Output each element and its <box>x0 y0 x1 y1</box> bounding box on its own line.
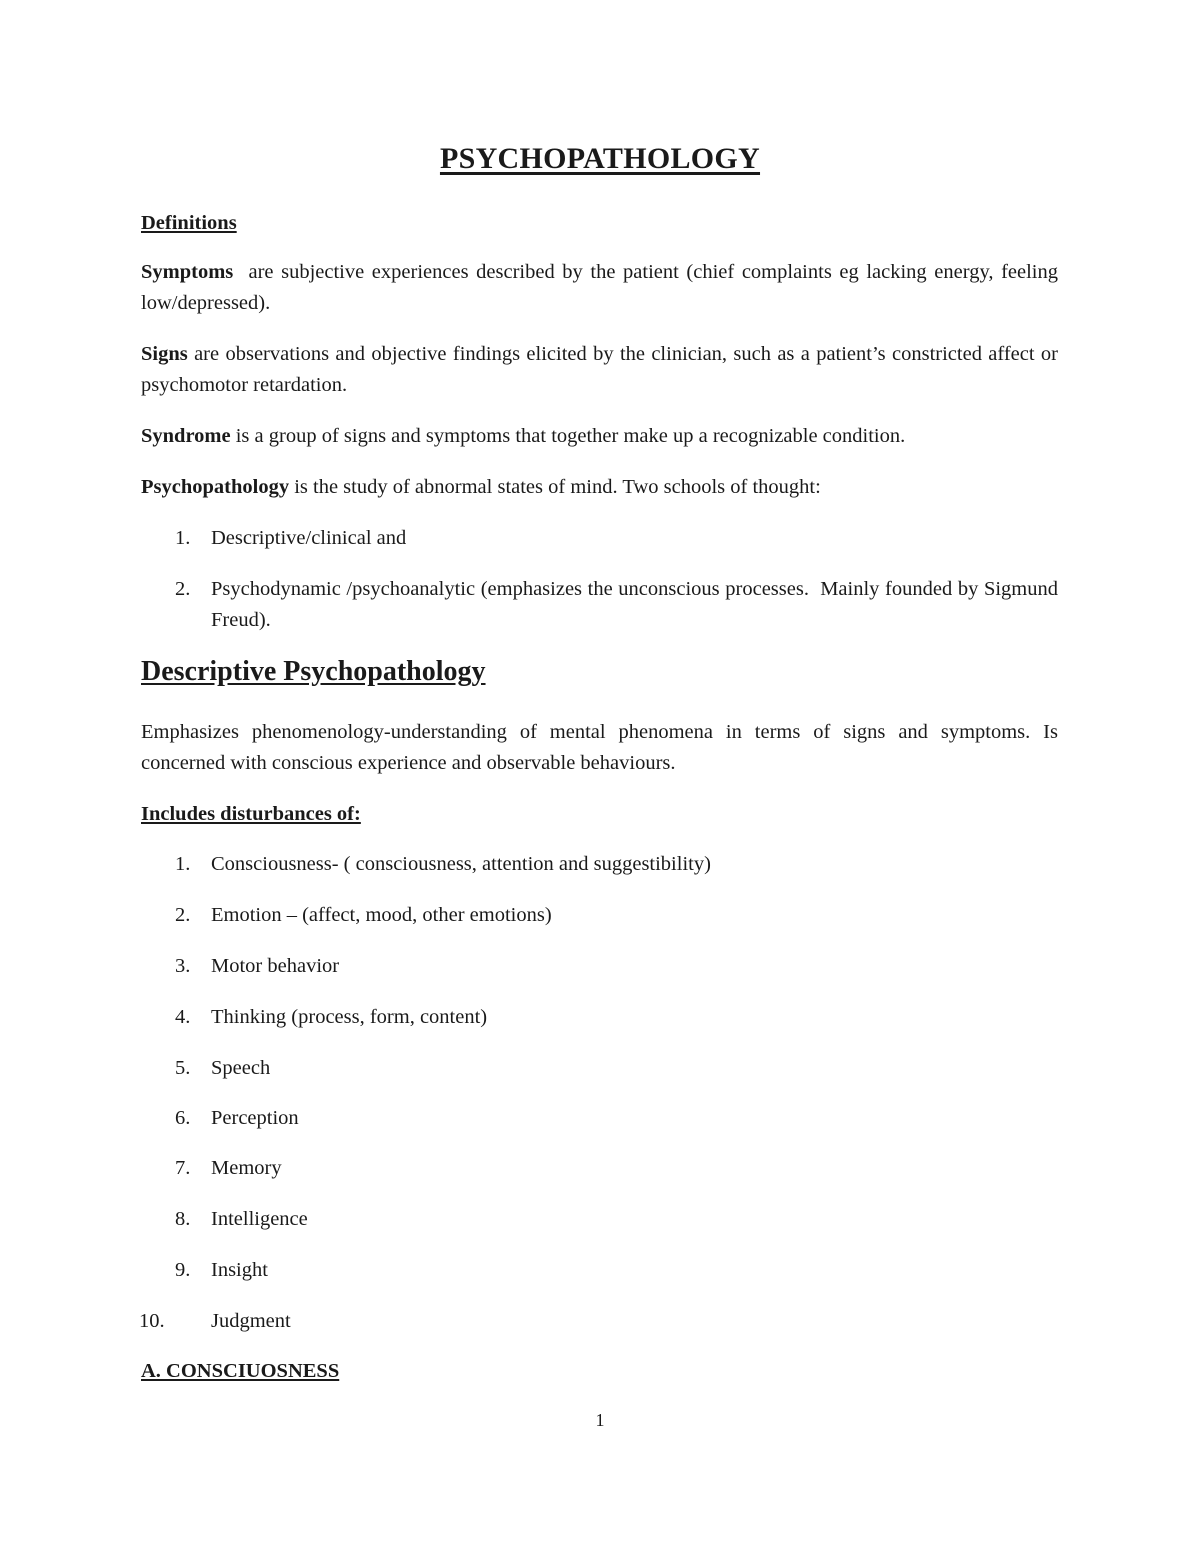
list-item-text: Thinking (process, form, content) <box>211 1006 488 1028</box>
list-item-text: Memory <box>211 1157 282 1179</box>
syndrome-term: Syndrome <box>141 425 231 447</box>
descriptive-heading: Descriptive Psychopathology <box>141 656 486 687</box>
list-item-text: Judgment <box>211 1310 291 1332</box>
list-item-number: 7. <box>175 1157 191 1179</box>
symptoms-text: are subjective experiences described by the patient (chief complaints eg lacking energy, feeling low/depressed). <box>141 261 1064 314</box>
symptoms-definition <box>141 257 1064 319</box>
list-item-text: Insight <box>211 1259 268 1281</box>
list-item-text: Consciousness- ( consciousness, attention and suggestibility) <box>211 853 711 875</box>
list-item-number: 2. <box>175 904 191 926</box>
list-item-number: 9. <box>175 1259 191 1281</box>
descriptive-paragraph: Emphasizes phenomenology-understanding of mental phenomena in terms of signs and symptoms. Is concerned with conscious experience and observable behaviours. <box>141 721 1058 774</box>
list-item-number: 10. <box>139 1310 165 1332</box>
page-number: 1 <box>595 1410 605 1430</box>
list-item-text: Motor behavior <box>211 955 340 977</box>
signs-text: are observations and objective findings elicited by the clinician, such as a patient’s constricted affect or psychomotor retardation. <box>141 343 1058 396</box>
definitions-heading: Definitions <box>141 212 237 234</box>
includes-heading: Includes disturbances of: <box>141 803 361 825</box>
psychopathology-term: Psychopathology <box>141 476 290 498</box>
list-item-text: Psychodynamic /psychoanalytic (emphasizes the unconscious processes. Mainly founded by Sigmund Freud). <box>211 578 1064 631</box>
list-item-text: Speech <box>211 1057 271 1079</box>
list-item-text: Perception <box>211 1107 299 1129</box>
psychopathology-text: is the study of abnormal states of mind. Two schools of thought: <box>289 476 821 498</box>
list-item-number: 8. <box>175 1208 191 1230</box>
symptoms-term: Symptoms <box>141 261 234 283</box>
list-item-number: 6. <box>175 1107 191 1129</box>
list-item-number: 1. <box>175 527 191 549</box>
signs-definition <box>141 339 1058 401</box>
list-item-number: 2. <box>175 578 191 600</box>
list-item-number: 1. <box>175 853 191 875</box>
syndrome-text: is a group of signs and symptoms that together make up a recognizable condition. <box>230 425 906 447</box>
list-item-text: Descriptive/clinical and <box>211 527 407 549</box>
document-title: PSYCHOPATHOLOGY <box>439 142 761 175</box>
section-a-heading: A. CONSCIUOSNESS <box>141 1360 340 1382</box>
list-item-number: 5. <box>175 1057 191 1079</box>
list-item-number: 3. <box>175 955 191 977</box>
signs-term: Signs <box>141 343 188 365</box>
psychopathology-definition <box>141 472 1058 503</box>
list-item-number: 4. <box>175 1006 191 1028</box>
syndrome-definition <box>141 421 1058 452</box>
list-item-text: Emotion – (affect, mood, other emotions) <box>211 904 552 926</box>
list-item-text: Intelligence <box>211 1208 308 1230</box>
